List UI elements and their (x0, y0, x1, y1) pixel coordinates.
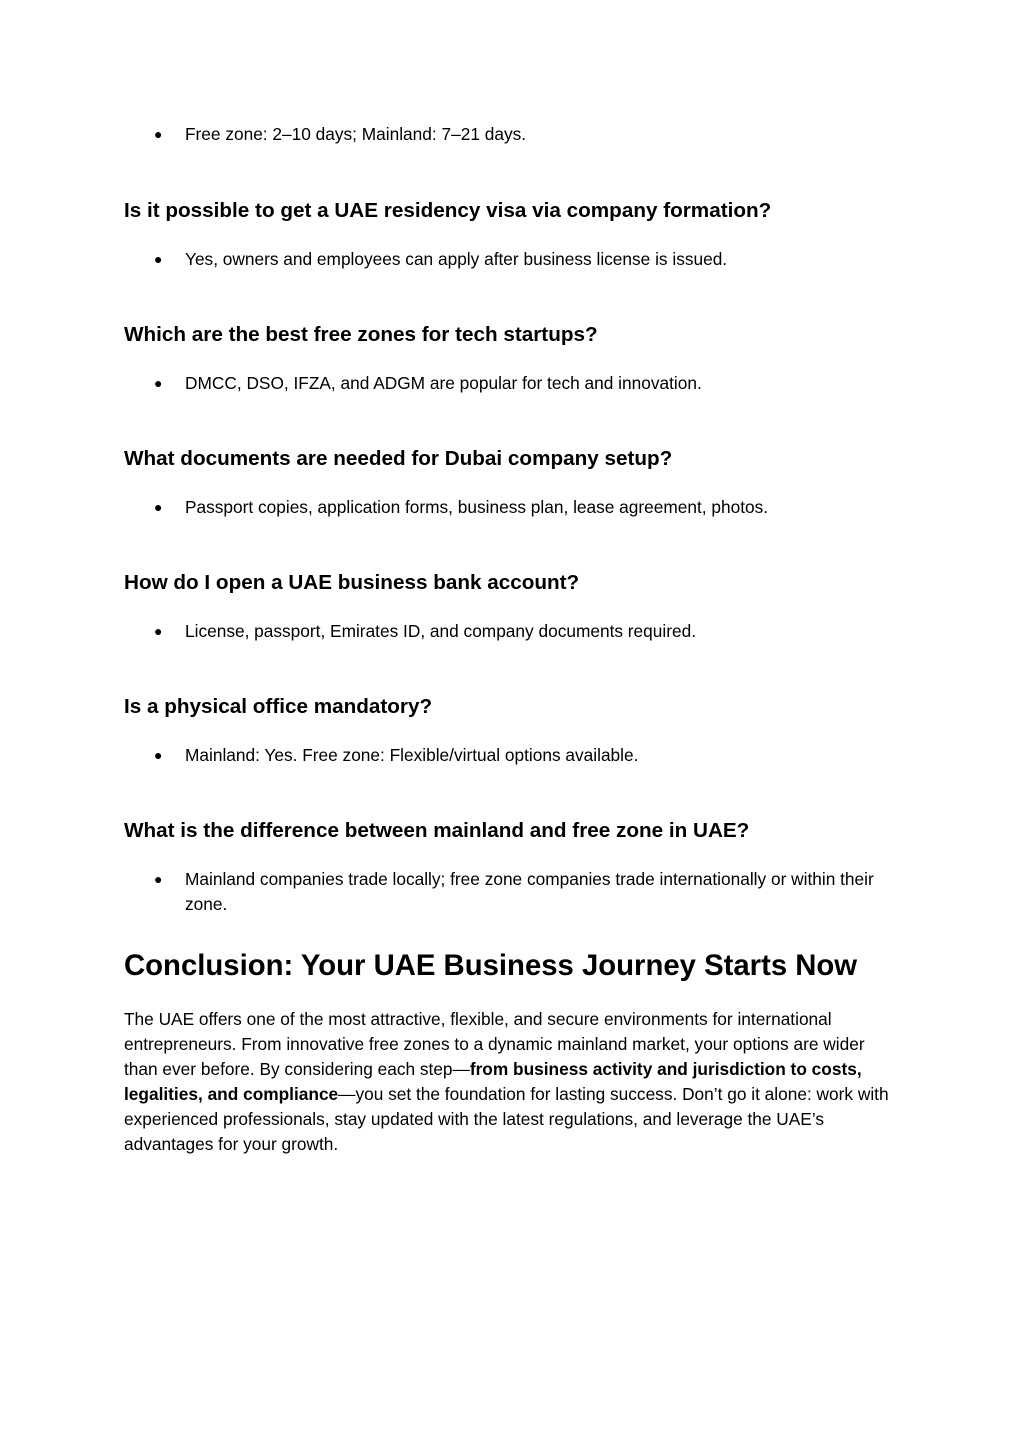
faq-question: Which are the best free zones for tech startups? (124, 323, 598, 346)
faq-answer-text: DMCC, DSO, IFZA, and ADGM are popular for tech and innovation. (185, 373, 702, 393)
faq-answer-item (124, 619, 900, 644)
faq-answer-list (124, 743, 900, 768)
faq-answer-item (124, 743, 900, 768)
faq-answer-item (124, 247, 900, 272)
bullet-icon: ● (154, 747, 163, 763)
conclusion-text-after: —you set the foundation for lasting success. Don’t go it alone: work with experienced professionals, stay updated with the latest regulations, and leverage the UAE’s advantages for your growth. (124, 1084, 889, 1154)
faq-answer-text: Free zone: 2–10 days; Mainland: 7–21 days. (185, 124, 527, 144)
faq-answer-list (124, 247, 900, 272)
conclusion-text-bold: from business activity and jurisdiction to costs, legalities, and compliance (124, 1059, 862, 1104)
bullet-icon: ● (154, 251, 163, 267)
faq-question: What is the difference between mainland and free zone in UAE? (124, 819, 750, 842)
faq-answer-list (124, 619, 900, 644)
faq-answer-text: Mainland companies trade locally; free zone companies trade internationally or within their zone. (185, 869, 874, 914)
faq-answer-text: License, passport, Emirates ID, and company documents required. (185, 621, 697, 641)
conclusion-paragraph (124, 1007, 900, 1157)
faq-answer-item (124, 122, 900, 147)
faq-answer-item (124, 371, 900, 396)
faq-question: What documents are needed for Dubai company setup? (124, 447, 673, 470)
faq-answer-text: Yes, owners and employees can apply after business license is issued. (185, 249, 728, 269)
faq-answer-list (124, 867, 900, 917)
faq-answer-list (124, 122, 900, 147)
bullet-icon: ● (154, 499, 163, 515)
faq-question: Is a physical office mandatory? (124, 695, 433, 718)
faq-answer-list (124, 495, 900, 520)
faq-answer-item (124, 495, 900, 520)
bullet-icon: ● (154, 375, 163, 391)
bullet-icon: ● (154, 623, 163, 639)
bullet-icon: ● (154, 871, 163, 887)
faq-question: How do I open a UAE business bank account? (124, 571, 580, 594)
faq-answer-text: Mainland: Yes. Free zone: Flexible/virtual options available. (185, 745, 639, 765)
faq-answer-item (124, 867, 900, 917)
faq-question: Is it possible to get a UAE residency visa via company formation? (124, 199, 772, 222)
faq-answer-list (124, 371, 900, 396)
conclusion-heading: Conclusion: Your UAE Business Journey Starts Now (124, 949, 858, 982)
faq-answer-text: Passport copies, application forms, business plan, lease agreement, photos. (185, 497, 769, 517)
bullet-icon: ● (154, 126, 163, 142)
conclusion-text-before: The UAE offers one of the most attractive, flexible, and secure environments for international entrepreneurs. From innovative free zones to a dynamic mainland market, your options are wider than ever before. By considering each step— (124, 1009, 865, 1079)
